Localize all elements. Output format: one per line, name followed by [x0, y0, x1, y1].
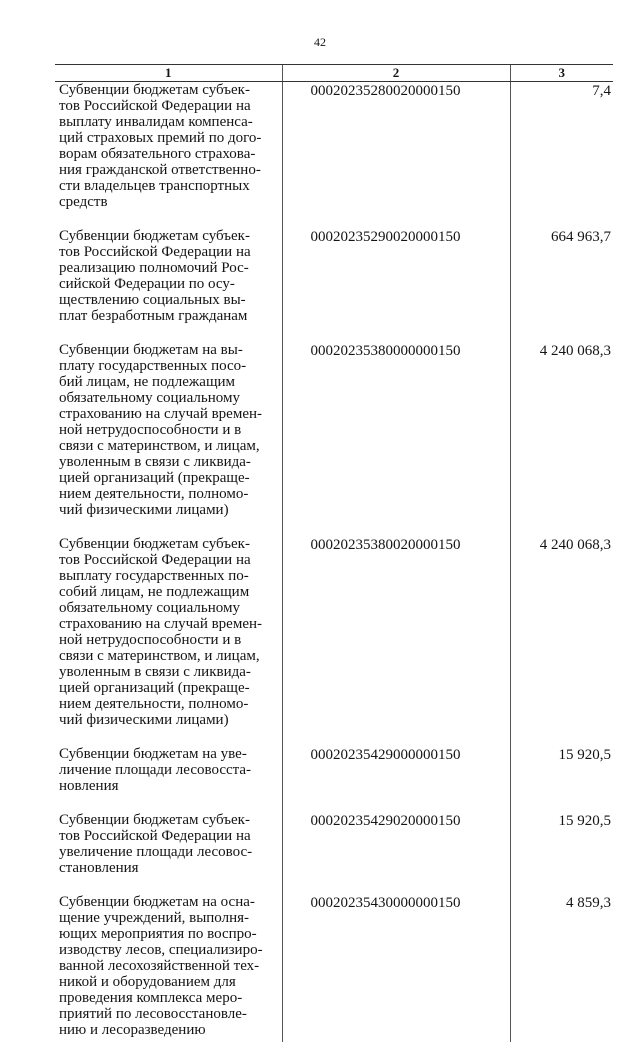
description-line: новления	[59, 778, 282, 794]
table-row	[55, 536, 613, 746]
row-amount: 15 920,5	[510, 812, 613, 894]
row-amount: 4 240 068,3	[510, 536, 613, 746]
table-row	[55, 82, 613, 229]
table-row	[55, 342, 613, 536]
row-code: 00020235280020000150	[282, 82, 510, 229]
column-header-1: 1	[55, 65, 282, 82]
row-code: 00020235429020000150	[282, 812, 510, 894]
description-line: Субвенции бюджетам на вы-	[59, 342, 282, 358]
description-line: страхованию на случай времен-	[59, 406, 282, 422]
description-line: проведения комплекса меро-	[59, 990, 282, 1006]
row-amount: 15 920,5	[510, 746, 613, 812]
description-line: нию и лесоразведению	[59, 1022, 282, 1038]
description-line: ций страховых премий по дого-	[59, 130, 282, 146]
description-line: ной нетрудоспособности и в	[59, 422, 282, 438]
description-line: плату государственных посо-	[59, 358, 282, 374]
description-line: Субвенции бюджетам субъек-	[59, 82, 282, 98]
row-description	[55, 228, 282, 342]
row-description	[55, 894, 282, 1042]
description-line: цией организаций (прекраще-	[59, 470, 282, 486]
description-line: Субвенции бюджетам на осна-	[59, 894, 282, 910]
description-line: тов Российской Федерации на	[59, 98, 282, 114]
budget-table	[55, 64, 613, 1042]
description-line: ющих мероприятия по воспро-	[59, 926, 282, 942]
description-line: плат безработным гражданам	[59, 308, 282, 324]
description-line: становления	[59, 860, 282, 876]
table-row	[55, 746, 613, 812]
row-code: 00020235380020000150	[282, 536, 510, 746]
description-line: ния гражданской ответственно-	[59, 162, 282, 178]
description-line: тов Российской Федерации на	[59, 244, 282, 260]
description-line: чий физическими лицами)	[59, 712, 282, 728]
description-line: приятий по лесовосстановле-	[59, 1006, 282, 1022]
row-description	[55, 746, 282, 812]
description-line: бий лицам, не подлежащим	[59, 374, 282, 390]
row-description	[55, 342, 282, 536]
description-line: изводству лесов, специализиро-	[59, 942, 282, 958]
row-amount: 4 240 068,3	[510, 342, 613, 536]
description-line: собий лицам, не подлежащим	[59, 584, 282, 600]
row-code: 00020235429000000150	[282, 746, 510, 812]
description-line: уволенным в связи с ликвида-	[59, 664, 282, 680]
description-line: обязательному социальному	[59, 600, 282, 616]
description-line: связи с материнством, и лицам,	[59, 438, 282, 454]
description-line: сийской Федерации по осу-	[59, 276, 282, 292]
table-row	[55, 894, 613, 1042]
row-amount: 7,4	[510, 82, 613, 229]
description-line: нием деятельности, полномо-	[59, 486, 282, 502]
row-code: 00020235380000000150	[282, 342, 510, 536]
description-line: связи с материнством, и лицам,	[59, 648, 282, 664]
description-line: тов Российской Федерации на	[59, 828, 282, 844]
table-body	[55, 82, 613, 1042]
description-line: нием деятельности, полномо-	[59, 696, 282, 712]
description-line: цией организаций (прекраще-	[59, 680, 282, 696]
description-line: никой и оборудованием для	[59, 974, 282, 990]
row-description	[55, 812, 282, 894]
description-line: обязательному социальному	[59, 390, 282, 406]
description-line: ворам обязательного страхова-	[59, 146, 282, 162]
description-line: личение площади лесовосста-	[59, 762, 282, 778]
row-description	[55, 82, 282, 229]
description-line: ществлению социальных вы-	[59, 292, 282, 308]
description-line: ванной лесохозяйственной тех-	[59, 958, 282, 974]
budget-table-container	[55, 64, 613, 1042]
description-line: тов Российской Федерации на	[59, 552, 282, 568]
description-line: реализацию полномочий Рос-	[59, 260, 282, 276]
row-code: 00020235290020000150	[282, 228, 510, 342]
row-description	[55, 536, 282, 746]
row-amount: 4 859,3	[510, 894, 613, 1042]
table-row	[55, 228, 613, 342]
description-line: уволенным в связи с ликвида-	[59, 454, 282, 470]
row-code: 00020235430000000150	[282, 894, 510, 1042]
description-line: увеличение площади лесовос-	[59, 844, 282, 860]
description-line: выплату государственных по-	[59, 568, 282, 584]
description-line: страхованию на случай времен-	[59, 616, 282, 632]
description-line: чий физическими лицами)	[59, 502, 282, 518]
column-header-2: 2	[282, 65, 510, 82]
description-line: Субвенции бюджетам субъек-	[59, 536, 282, 552]
description-line: сти владельцев транспортных	[59, 178, 282, 194]
description-line: выплату инвалидам компенса-	[59, 114, 282, 130]
description-line: щение учреждений, выполня-	[59, 910, 282, 926]
table-row	[55, 812, 613, 894]
row-amount: 664 963,7	[510, 228, 613, 342]
description-line: средств	[59, 194, 282, 210]
description-line: Субвенции бюджетам на уве-	[59, 746, 282, 762]
description-line: ной нетрудоспособности и в	[59, 632, 282, 648]
column-header-3: 3	[510, 65, 613, 82]
table-header-row	[55, 65, 613, 82]
description-line: Субвенции бюджетам субъек-	[59, 812, 282, 828]
description-line: Субвенции бюджетам субъек-	[59, 228, 282, 244]
page-number: 42	[0, 35, 640, 50]
